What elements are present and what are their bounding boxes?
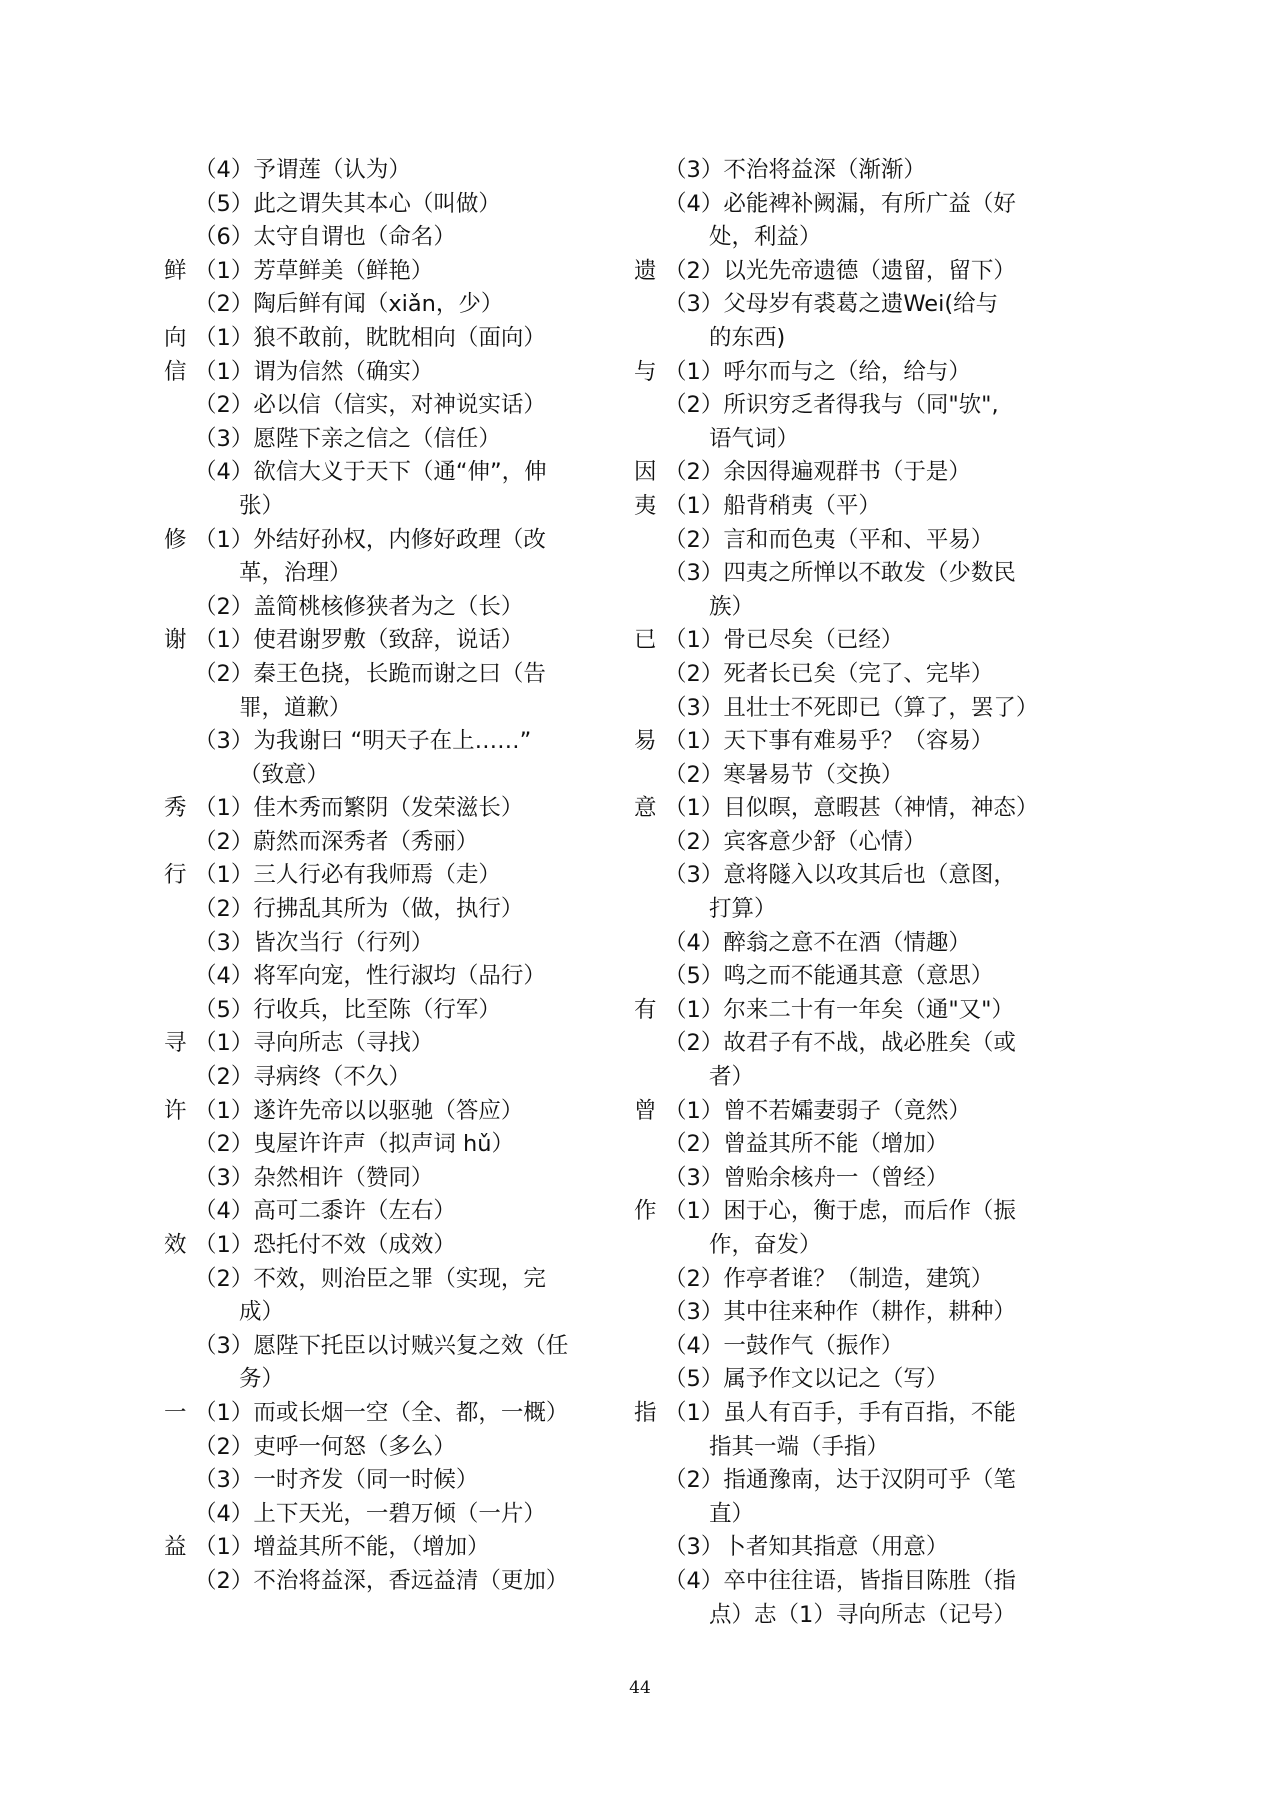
headword: 夷: [634, 492, 657, 519]
entry-text: （1）芳草鲜美（鲜艳）: [194, 257, 434, 284]
entry-line: [164, 1162, 624, 1196]
headword: 秀: [164, 795, 187, 822]
entry-line: [634, 1363, 1100, 1397]
entry-line: [164, 1431, 624, 1465]
headword: 作: [634, 1198, 657, 1225]
entry-line: [164, 288, 624, 322]
headword: 曾: [634, 1097, 657, 1124]
entry-text: （1）狼不敢前，眈眈相向（面向）: [194, 324, 546, 351]
entry-text: （1）寻向所志（寻找）: [194, 1030, 434, 1057]
entry-line: [634, 1599, 1100, 1633]
entry-text: （1）遂许先帝以以驱驰（答应）: [194, 1097, 524, 1124]
entry-text: （5）属予作文以记之（写）: [664, 1366, 949, 1393]
entry-text: （4）将军向宠，性行淑均（品行）: [194, 963, 546, 990]
entry-line: [164, 692, 624, 726]
entry-text: （2）以光先帝遗德（遗留，留下）: [664, 257, 1016, 284]
entry-text: （2）陶后鲜有闻（xiǎn，少）: [194, 291, 504, 318]
entry-line: [164, 255, 624, 289]
entry-line: [634, 221, 1100, 255]
entry-line: [164, 960, 624, 994]
entry-line: [164, 456, 624, 490]
entry-line: [634, 792, 1100, 826]
entry-line: [164, 1464, 624, 1498]
entry-text: 者）: [709, 1064, 755, 1091]
entry-text: （2）死者长已矣（完了、完毕）: [664, 660, 994, 687]
headword: 益: [164, 1534, 187, 1561]
entry-text: （1）恐托付不效（成效）: [194, 1232, 456, 1258]
entry-line: [634, 322, 1100, 356]
entry-text: （2）言和而色夷（平和、平易）: [664, 526, 994, 553]
entry-text: （2）蔚然而深秀者（秀丽）: [194, 828, 479, 855]
entry-line: [634, 1263, 1100, 1297]
entry-text: （5）鸣之而不能通其意（意思）: [664, 963, 994, 990]
entry-text: （6）太守自谓也（命名）: [194, 224, 456, 251]
entry-line: [634, 624, 1100, 658]
entry-line: [164, 658, 624, 692]
entry-line: [634, 1498, 1100, 1532]
entry-line: [634, 591, 1100, 625]
entry-text: （1）天下事有难易乎？（容易）: [664, 728, 994, 755]
entry-line: [634, 557, 1100, 591]
entry-line: [634, 356, 1100, 390]
entry-text: （2）余因得遍观群书（于是）: [664, 459, 971, 486]
entry-line: [164, 893, 624, 927]
entry-text: 张）: [239, 492, 285, 519]
headword: 谢: [164, 627, 187, 654]
entry-line: [634, 1397, 1100, 1431]
entry-line: [164, 1061, 624, 1095]
headword: 有: [634, 996, 657, 1023]
entry-line: [164, 221, 624, 255]
headword: 信: [164, 358, 187, 385]
entry-text: （3）曾贻余核舟一（曾经）: [664, 1164, 949, 1191]
entry-line: [164, 759, 624, 793]
entry-text: （2）寒暑易节（交换）: [664, 761, 904, 788]
entry-text: 直）: [709, 1500, 755, 1527]
entry-text: （5）此之谓失其本心（叫做）: [194, 190, 501, 217]
entry-line: [164, 1095, 624, 1129]
entry-line: [164, 423, 624, 457]
entry-text: （2）行拂乱其所为（做，执行）: [194, 896, 524, 923]
headword: 寻: [164, 1030, 187, 1057]
entry-text: （1）增益其所不能，（增加）: [194, 1534, 490, 1561]
entry-line: [164, 1531, 624, 1565]
entry-line: [164, 1330, 624, 1364]
entry-text: （2）吏呼一何怒（多么）: [194, 1433, 456, 1460]
entry-line: [634, 1330, 1100, 1364]
entry-line: [164, 792, 624, 826]
headword: 意: [634, 795, 657, 822]
entry-text: 族）: [709, 593, 755, 620]
entry-line: [164, 154, 624, 188]
entry-text: （1）三人行必有我师焉（走）: [194, 862, 501, 889]
entry-line: [634, 1531, 1100, 1565]
entry-line: [164, 1397, 624, 1431]
headword: 鲜: [164, 257, 187, 284]
entry-text: （4）高可二黍许（左右）: [194, 1198, 456, 1225]
entry-line: [164, 1195, 624, 1229]
entry-text: （2）曾益其所不能（增加）: [664, 1131, 949, 1158]
entry-line: [634, 490, 1100, 524]
entry-line: [164, 490, 624, 524]
entry-text: 语气词）: [709, 425, 800, 452]
headword: 效: [164, 1232, 187, 1258]
entry-text: （1）外结好孙权，内修好政理（改: [194, 526, 546, 553]
headword: 一: [164, 1399, 187, 1426]
entry-text: （3）意将隧入以攻其后也（意图，: [664, 862, 1016, 889]
entry-text: （1）谓为信然（确实）: [194, 358, 434, 385]
entry-line: [634, 1464, 1100, 1498]
entry-line: [634, 1565, 1100, 1599]
entry-line: [164, 557, 624, 591]
entry-text: 成）: [239, 1299, 285, 1326]
entry-text: （3）为我谢曰 “明天子在上……”: [194, 728, 532, 755]
entry-text: （4）必能裨补阙漏，有所广益（好: [664, 190, 1016, 217]
entry-text: （2）不效，则治臣之罪（实现，完: [194, 1265, 546, 1292]
entry-text: （4）一鼓作气（振作）: [664, 1332, 904, 1359]
entry-text: （3）愿陛下亲之信之（信任）: [194, 425, 501, 452]
entry-line: [164, 927, 624, 961]
entry-text: （3）不治将益深（渐渐）: [664, 157, 926, 183]
entry-text: 处，利益）: [709, 224, 822, 251]
entry-text: （3）其中往来种作（耕作，耕种）: [664, 1299, 1016, 1326]
headword: 修: [164, 526, 187, 553]
entry-text: （2）不治将益深，香远益清（更加）: [194, 1567, 569, 1594]
right-column: [634, 154, 1100, 1632]
headword: 因: [634, 459, 657, 486]
entry-text: （5）行收兵，比至陈（行军）: [194, 996, 501, 1023]
entry-line: [634, 1061, 1100, 1095]
entry-text: （1）佳木秀而繁阴（发荣滋长）: [194, 795, 524, 822]
entry-line: [634, 893, 1100, 927]
entry-text: （1）船背稍夷（平）: [664, 492, 881, 519]
entry-text: （3）四夷之所惮以不敢发（少数民: [664, 560, 1016, 587]
entry-line: [634, 456, 1100, 490]
entry-line: [634, 994, 1100, 1028]
entry-text: （1）使君谢罗敷（致辞，说话）: [194, 627, 524, 654]
entry-text: （3）皆次当行（行列）: [194, 929, 434, 956]
entry-text: （2）故君子有不战，战必胜矣（或: [664, 1030, 1016, 1057]
entry-text: （1）虽人有百手，手有百指，不能: [664, 1399, 1016, 1426]
entry-text: （1）目似暝，意暇甚（神情，神态）: [664, 795, 1039, 822]
entry-text: （4）上下天光，一碧万倾（一片）: [194, 1500, 546, 1527]
entry-line: [634, 255, 1100, 289]
entry-line: [164, 1296, 624, 1330]
entry-text: （1）困于心，衡于虑，而后作（振: [664, 1198, 1016, 1225]
entry-line: [634, 1027, 1100, 1061]
entry-line: [164, 1128, 624, 1162]
entry-text: （2）指通豫南，达于汉阴可乎（笔: [664, 1467, 1016, 1494]
entry-text: 打算）: [709, 896, 777, 923]
entry-line: [634, 288, 1100, 322]
entry-text: （3）愿陛下托臣以讨贼兴复之效（任: [194, 1332, 569, 1359]
entry-line: [164, 188, 624, 222]
entry-line: [164, 524, 624, 558]
entry-line: [634, 389, 1100, 423]
entry-text: （3）且壮士不死即已（算了，罢了）: [664, 694, 1039, 721]
entry-text: （1）曾不若孀妻弱子（竟然）: [664, 1097, 971, 1124]
entry-text: （2）作亭者谁？（制造，建筑）: [664, 1265, 994, 1292]
entry-line: [164, 826, 624, 860]
entry-line: [164, 591, 624, 625]
headword: 遗: [634, 257, 657, 284]
headword: 指: [634, 1399, 657, 1426]
entry-text: 作，奋发）: [709, 1232, 822, 1258]
headword: 向: [164, 324, 187, 351]
entry-line: [164, 725, 624, 759]
entry-text: （2）寻病终（不久）: [194, 1064, 411, 1091]
entry-text: 的东西): [709, 324, 786, 351]
left-column: [164, 154, 624, 1599]
entry-line: [634, 725, 1100, 759]
entry-line: [634, 1296, 1100, 1330]
entry-text: 革，治理）: [239, 560, 352, 587]
entry-line: [164, 1027, 624, 1061]
entry-text: （3）卜者知其指意（用意）: [664, 1534, 949, 1561]
entry-line: [164, 859, 624, 893]
entry-text: （4）予谓莲（认为）: [194, 157, 411, 183]
entry-text: 指其一端（手指）: [709, 1433, 890, 1460]
entry-line: [164, 322, 624, 356]
entry-text: （4）欲信大义于天下（通“伸”，伸: [194, 459, 547, 486]
entry-line: [164, 1263, 624, 1297]
entry-line: [634, 1095, 1100, 1129]
headword: 与: [634, 358, 657, 385]
entry-text: （3）父母岁有裘葛之遗Wei(给与: [664, 291, 999, 318]
entry-text: （4）卒中往往语，皆指目陈胜（指: [664, 1567, 1016, 1594]
entry-line: [634, 759, 1100, 793]
entry-line: [634, 524, 1100, 558]
entry-text: （1）骨已尽矣（已经）: [664, 627, 904, 654]
entry-line: [634, 1229, 1100, 1263]
entry-line: [164, 994, 624, 1028]
entry-text: （2）曳屋许许声（拟声词 hǔ）: [194, 1131, 514, 1158]
entry-line: [164, 1565, 624, 1599]
entry-text: （2）必以信（信实，对神说实话）: [194, 392, 546, 419]
page-number: 44: [629, 1678, 651, 1698]
entry-line: [634, 423, 1100, 457]
entry-text: 务）: [239, 1366, 285, 1393]
entry-line: [164, 389, 624, 423]
headword: 行: [164, 862, 187, 889]
entry-text: 点）志（1）寻向所志（记号）: [709, 1601, 1016, 1628]
entry-line: [164, 624, 624, 658]
entry-line: [164, 1229, 624, 1263]
entry-line: [164, 1363, 624, 1397]
entry-line: [164, 356, 624, 390]
entry-text: （4）醉翁之意不在酒（情趣）: [664, 929, 971, 956]
entry-line: [634, 692, 1100, 726]
entry-text: （1）而或长烟一空（全、都，一概）: [194, 1399, 569, 1426]
entry-text: （1）尔来二十有一年矣（通"又"）: [664, 996, 1015, 1023]
entry-line: [634, 1128, 1100, 1162]
entry-text: （1）呼尔而与之（给，给与）: [664, 358, 971, 385]
entry-line: [634, 188, 1100, 222]
entry-text: （2）秦王色挠，长跪而谢之曰（告: [194, 660, 546, 687]
entry-line: [634, 1431, 1100, 1465]
entry-text: （致意）: [239, 761, 330, 788]
entry-text: （2）所识穷乏者得我与（同"欤",: [664, 392, 999, 419]
entry-text: （3）杂然相许（赞同）: [194, 1164, 434, 1191]
entry-line: [634, 826, 1100, 860]
entry-line: [634, 154, 1100, 188]
entry-line: [634, 859, 1100, 893]
entry-text: （3）一时齐发（同一时候）: [194, 1467, 479, 1494]
entry-text: 罪，道歉）: [239, 694, 352, 721]
entry-line: [634, 1195, 1100, 1229]
entry-line: [634, 1162, 1100, 1196]
entry-text: （2）宾客意少舒（心情）: [664, 828, 926, 855]
headword: 许: [164, 1097, 187, 1124]
entry-line: [634, 960, 1100, 994]
entry-line: [634, 658, 1100, 692]
headword: 易: [634, 728, 657, 755]
headword: 已: [634, 627, 657, 654]
entry-line: [634, 927, 1100, 961]
entry-line: [164, 1498, 624, 1532]
entry-text: （2）盖简桃核修狭者为之（长）: [194, 593, 524, 620]
